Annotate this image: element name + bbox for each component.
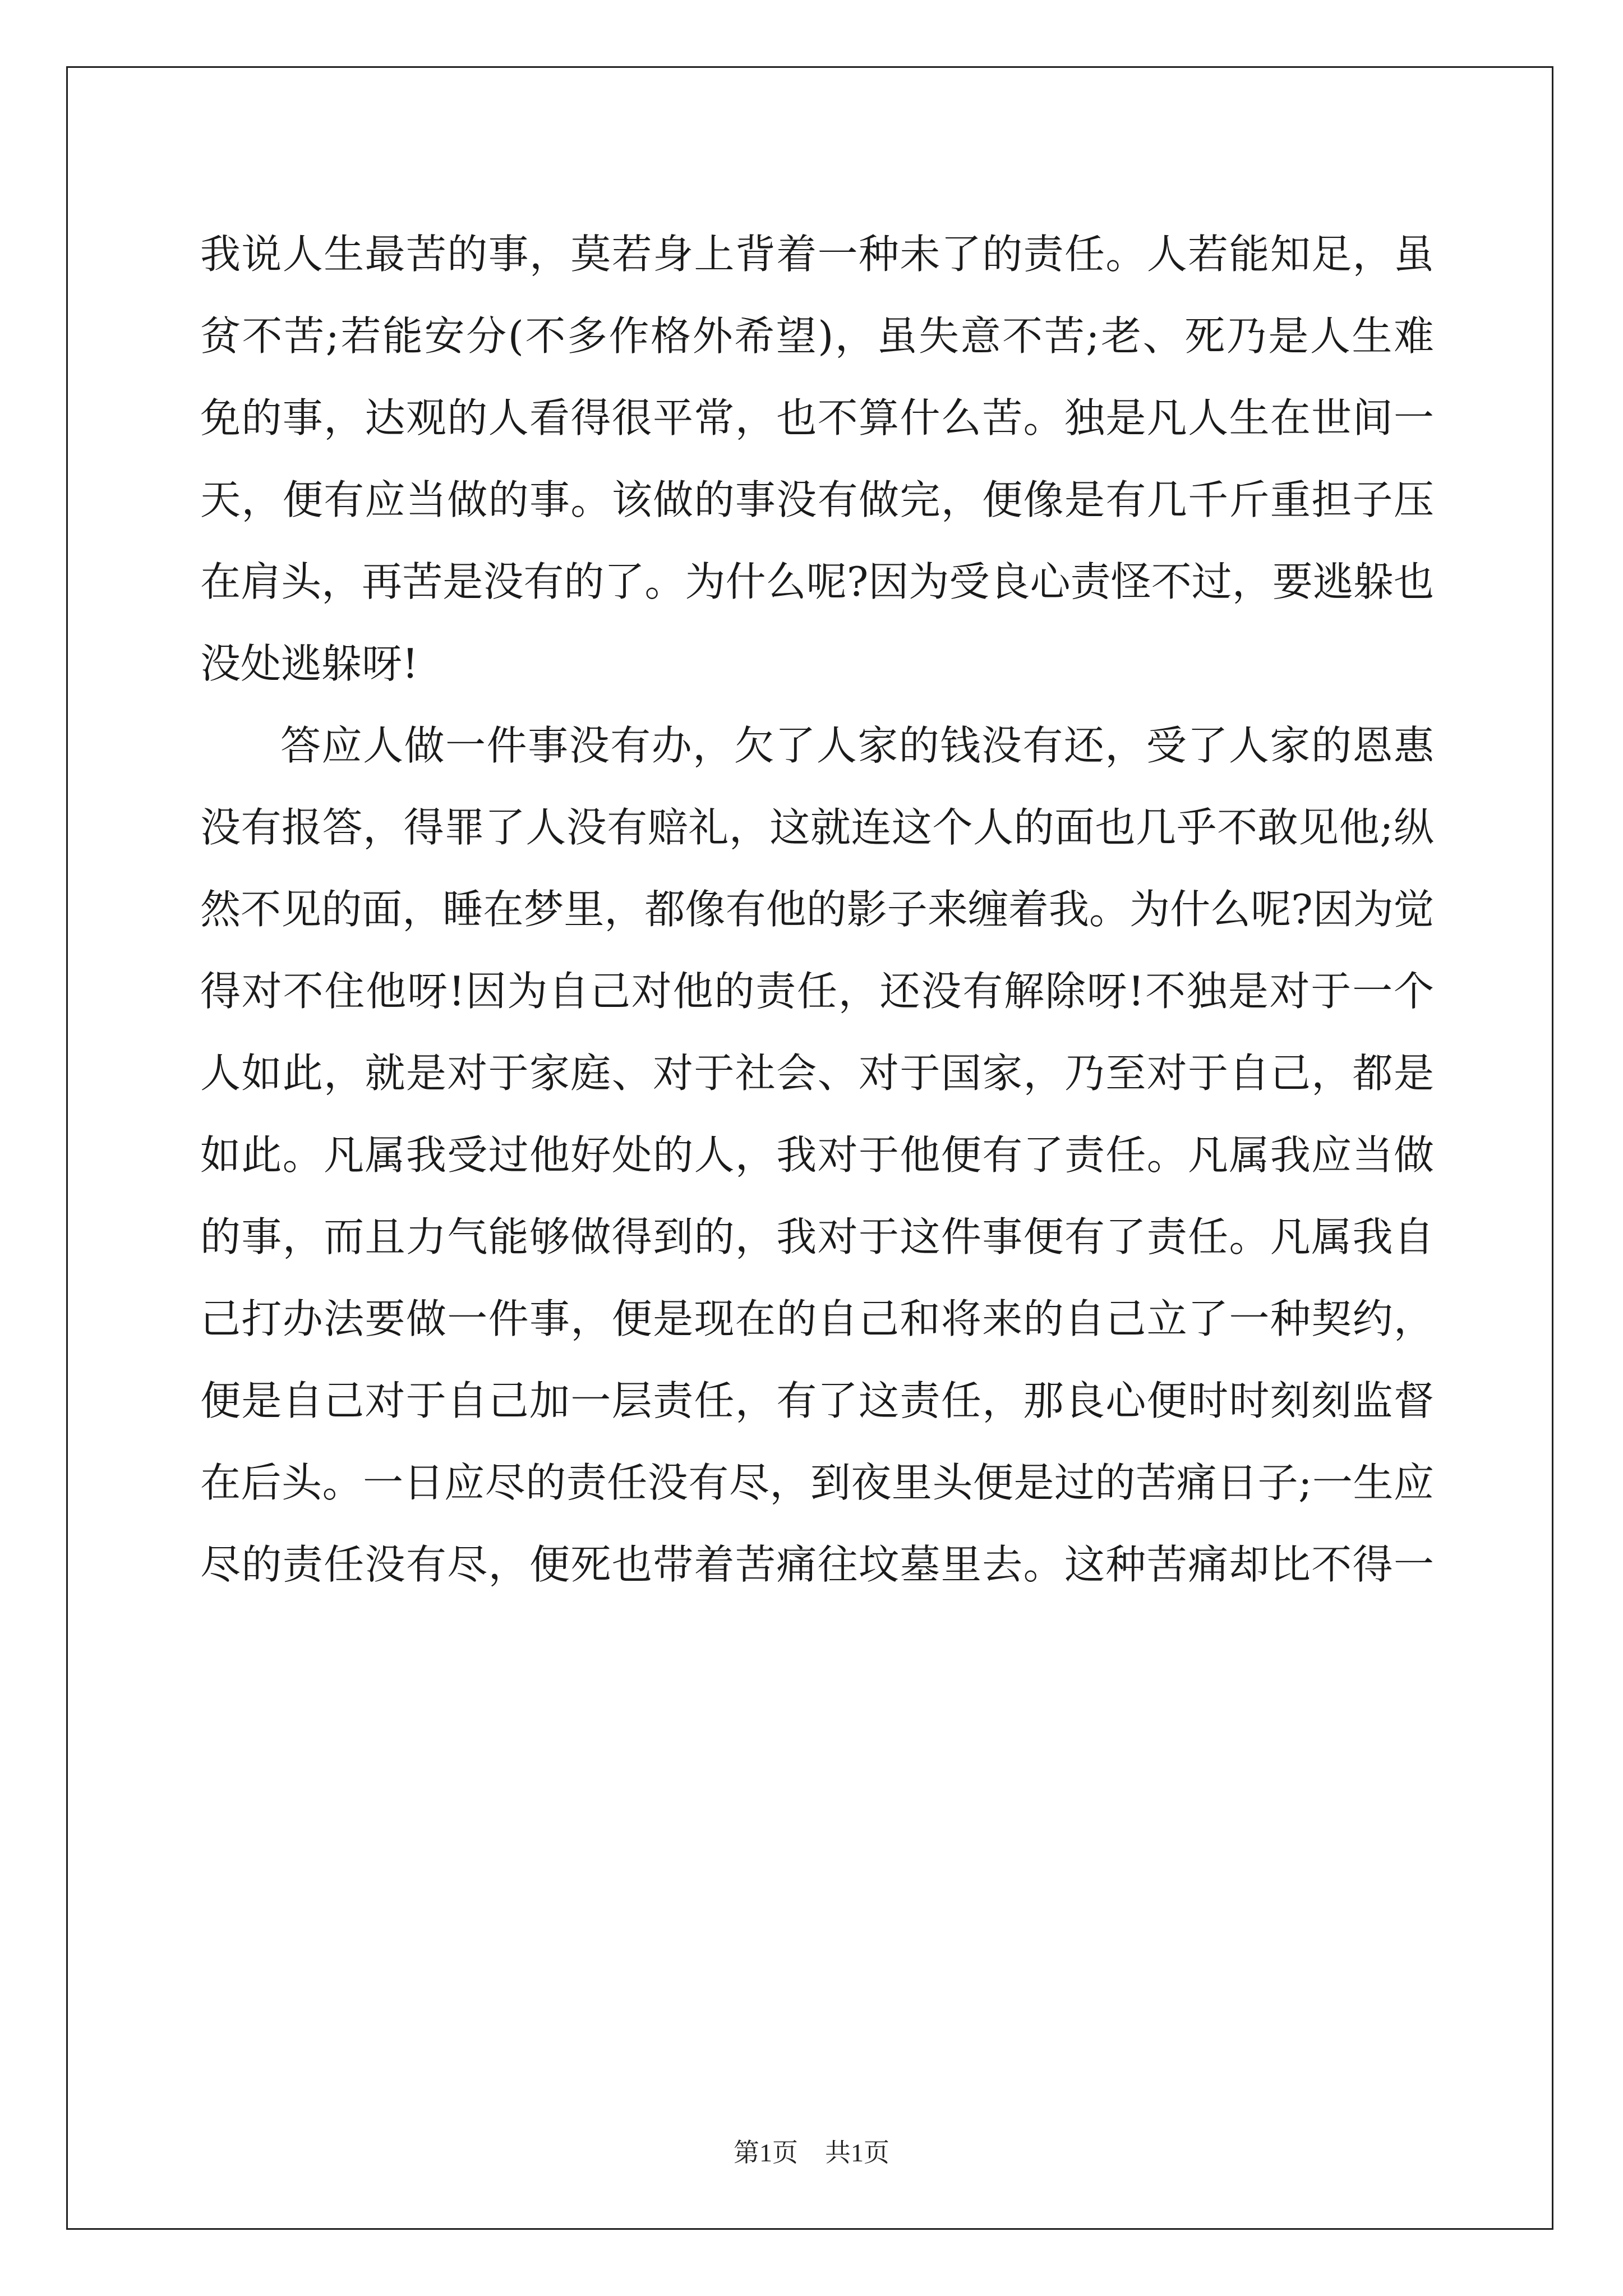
text-line: 人如此，就是对于家庭、对于社会、对于国家，乃至对于自己，都是	[200, 1050, 1434, 1097]
text-line: 答应人做一件事没有办，欠了人家的钱没有还，受了人家的恩惠	[280, 722, 1434, 769]
page-number: 第1页	[734, 2138, 798, 2167]
text-line: 没处逃躲呀!	[200, 640, 418, 687]
text-line: 得对不住他呀!因为自己对他的责任，还没有解除呀!不独是对于一个	[200, 968, 1434, 1015]
page-total: 共1页	[825, 2138, 889, 2167]
text-line: 贫不苦;若能安分(不多作格外希望)，虽失意不苦;老、死乃是人生难	[200, 312, 1434, 360]
text-line: 没有报答，得罪了人没有赔礼，这就连这个人的面也几乎不敢见他;纵	[200, 804, 1434, 851]
text-line: 在肩头，再苦是没有的了。为什么呢?因为受良心责怪不过，要逃躲也	[200, 558, 1434, 605]
text-line: 尽的责任没有尽，便死也带着苦痛往坟墓里去。这种苦痛却比不得一	[200, 1541, 1434, 1588]
text-line: 的事，而且力气能够做得到的，我对于这件事便有了责任。凡属我自	[200, 1213, 1434, 1260]
page-footer	[0, 2136, 1623, 2170]
text-line: 如此。凡属我受过他好处的人，我对于他便有了责任。凡属我应当做	[200, 1131, 1434, 1179]
document-body	[200, 213, 1434, 1605]
text-line: 免的事，达观的人看得很平常，也不算什么苦。独是凡人生在世间一	[200, 394, 1434, 441]
text-line: 我说人生最苦的事，莫若身上背着一种未了的责任。人若能知足，虽	[200, 231, 1434, 278]
text-line: 天，便有应当做的事。该做的事没有做完，便像是有几千斤重担子压	[200, 476, 1434, 523]
paragraph-2	[200, 705, 1434, 1605]
text-line: 然不见的面，睡在梦里，都像有他的影子来缠着我。为什么呢?因为觉	[200, 886, 1434, 933]
text-line: 在后头。一日应尽的责任没有尽，到夜里头便是过的苦痛日子;一生应	[200, 1459, 1434, 1506]
text-line: 己打办法要做一件事，便是现在的自己和将来的自己立了一种契约，	[200, 1295, 1434, 1342]
paragraph-1	[200, 213, 1434, 705]
text-line: 便是自己对于自己加一层责任，有了这责任，那良心便时时刻刻监督	[200, 1377, 1434, 1424]
